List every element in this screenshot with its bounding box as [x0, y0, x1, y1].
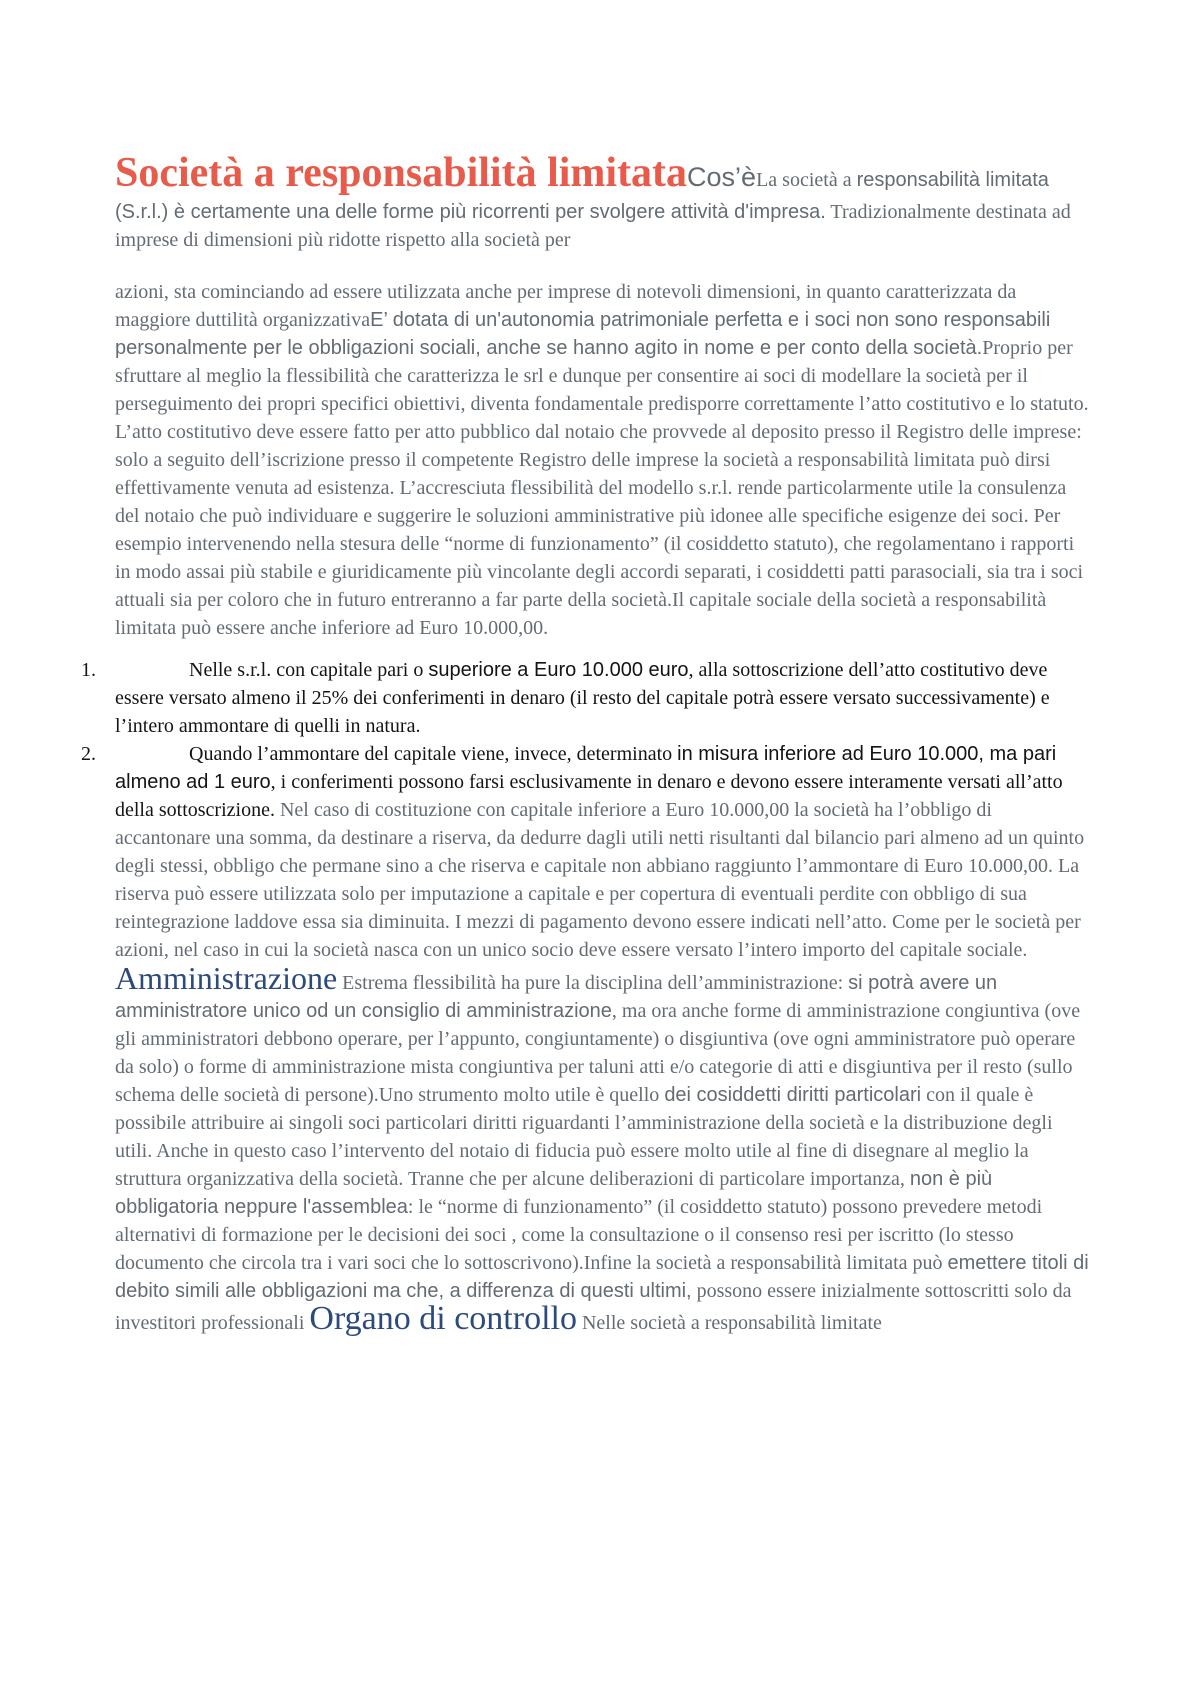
list-text-b: in misura inferiore ad Euro 10.000, ma pari almeno ad 1 euro	[115, 743, 1057, 793]
list-text-c: , alla sottoscrizione dell’atto costitutivo deve essere versato almeno il 25% dei conferimenti in denaro (il resto del capitale potrà essere versato successivamente) e l’intero ammontare di quelli in natura.	[115, 659, 1050, 737]
intro-text-5: E’ dotata di un'autonomia patrimoniale perfetta e i soci non sono responsabili personalmente per le obbligazioni sociali, anche se hanno agito in nome e per conto della società.	[115, 309, 1051, 359]
controllo-heading: Organo di controllo	[309, 1300, 577, 1337]
amministrazione-text-7: non è più obbligatoria neppure l'assemblea	[115, 1168, 993, 1218]
intro-text-4: azioni, sta cominciando ad essere utilizzata anche per imprese di notevoli dimensioni, in quanto caratterizzata da maggiore duttilità organizzativa	[115, 281, 1017, 331]
intro-continuation	[115, 278, 1090, 642]
list-text-d: Nel caso di costituzione con capitale inferiore a Euro 10.000,00 la società ha l’obbligo di accantonare una somma, da destinare a riserva, da dedurre dagli utili netti risultanti dal bilancio pari almeno ad un quinto degli stessi, obbligo che permane sino a che riserva e capitale non abbiano raggiunto l’ammontare di Euro 10.000,00. La riserva può essere utilizzata solo per imputazione a capitale e per copertura di eventuali perdite con obbligo di sua reintegrazione laddove essa sia diminuita. I mezzi di pagamento devono essere indicati nell’atto. Come per le società per azioni, nel caso in cui la società nasca con un unico socio deve essere versato l’intero importo del capitale sociale.	[115, 799, 1085, 961]
capital-list	[81, 656, 1090, 1337]
list-text-a: Quando l’ammontare del capitale viene, invece, determinato	[189, 743, 678, 765]
list-text-a: Nelle s.r.l. con capitale pari o	[189, 659, 429, 681]
list-item	[81, 656, 1090, 740]
paragraph-gap	[115, 254, 1090, 278]
amministrazione-text-10: emettere titoli di debito simili alle obbligazioni ma che, a differenza di questi ultimi,	[115, 1252, 1089, 1302]
amministrazione-text-8: : le “norme di funzionamento” (il cosiddetto statuto) possono prevedere metodi alternativi di formazione per le decisioni dei soci , come la consultazione o il consenso resi per iscritto (lo stesso documento che circola tra i vari soci che lo sottoscrivono).	[115, 1196, 1043, 1274]
intro-text-7: Il capitale sociale della società a responsabilità limitata può essere anche inferiore ad Euro 10.000,00.	[115, 589, 1047, 639]
intro-text-3: Tradizionalmente destinata ad imprese di dimensioni più ridotte rispetto alla società per	[115, 201, 1071, 251]
amministrazione-heading: Amministrazione	[115, 960, 338, 996]
amministrazione-text-1: Estrema flessibilità ha pure la disciplina dell’amministrazione:	[337, 972, 849, 994]
intro-text-6: Proprio per sfruttare al meglio la flessibilità che caratterizza le srl e dunque per consentire ai soci di modellare la società per il perseguimento dei propri specifici obiettivi, diventa fondamentale predisporre correttamente l’atto costitutivo e lo statuto. L’atto costitutivo deve essere fatto per atto pubblico dal notaio che provvede al deposito presso il Registro delle imprese: solo a seguito dell’iscrizione presso il competente Registro delle imprese la società a responsabilità limitata può dirsi effettivamente venuta ad esistenza. L’accresciuta flessibilità del modello s.r.l. rende particolarmente utile la consulenza del notaio che può individuare e suggerire le soluzioni amministrative più idonee alle specifiche esigenze dei soci. Per esempio intervenendo nella stesura delle “norme di funzionamento” (il cosiddetto statuto), che regolamentano i rapporti in modo assai più stabile e giuridicamente più vincolante degli accordi separati, i cosiddetti patti parasociali, sia tra i soci attuali sia per coloro che in futuro entreranno a far parte della società.	[115, 337, 1089, 611]
amministrazione-text-6: con il quale è possibile attribuire ai singoli soci particolari diritti riguardanti l’amministrazione della società e la distribuzione degli utili. Anche in questo caso l’intervento del notaio di fiducia può essere molto utile al fine di disegnare al meglio la struttura organizzativa della società. Tranne che per alcune deliberazioni di particolare importanza,	[115, 1084, 1053, 1190]
document-body	[81, 148, 1090, 1337]
list-number: 1.	[81, 659, 96, 681]
document-title: Società a responsabilità limitata	[115, 150, 688, 196]
amministrazione-text-3: , ma ora anche forme di amministrazione congiuntiva (ove gli amministratori debbono operare, per l’appunto, congiuntamente) o disgiuntiva (ove ogni amministratore può operare da solo) o forme di amministrazione mista congiuntiva per taluni atti e/o categorie di atti e disgiuntiva per il resto (sullo schema delle società di persone).	[115, 1000, 1081, 1106]
amministrazione-text-4: Uno strumento molto utile è quello	[378, 1084, 665, 1106]
list-text-b: superiore a Euro 10.000 euro	[428, 659, 689, 681]
amministrazione-text-11: possono essere inizialmente sottoscritti solo da investitori professionali	[115, 1280, 1072, 1334]
amministrazione-text-5: dei cosiddetti diritti particolari	[664, 1084, 922, 1106]
title-suffix: Cos’è	[687, 162, 757, 192]
list-text-c: , i conferimenti possono farsi esclusivamente in denaro e devono essere interamente versati all’atto della sottoscrizione.	[115, 771, 1063, 821]
list-number: 2.	[81, 743, 96, 765]
intro-block	[115, 148, 1090, 254]
intro-text-1: La società a	[756, 169, 857, 191]
amministrazione-text-2: si potrà avere un amministratore unico od un consiglio di amministrazione	[115, 972, 998, 1022]
intro-text-2: responsabilità limitata (S.r.l.) è certamente una delle forme più ricorrenti per svolgere attività d'impresa.	[115, 169, 1049, 223]
amministrazione-text-9: Infine la società a responsabilità limitata può	[583, 1252, 948, 1274]
list-item	[81, 740, 1090, 1337]
controllo-text-1: Nelle società a responsabilità limitate	[576, 1312, 882, 1334]
